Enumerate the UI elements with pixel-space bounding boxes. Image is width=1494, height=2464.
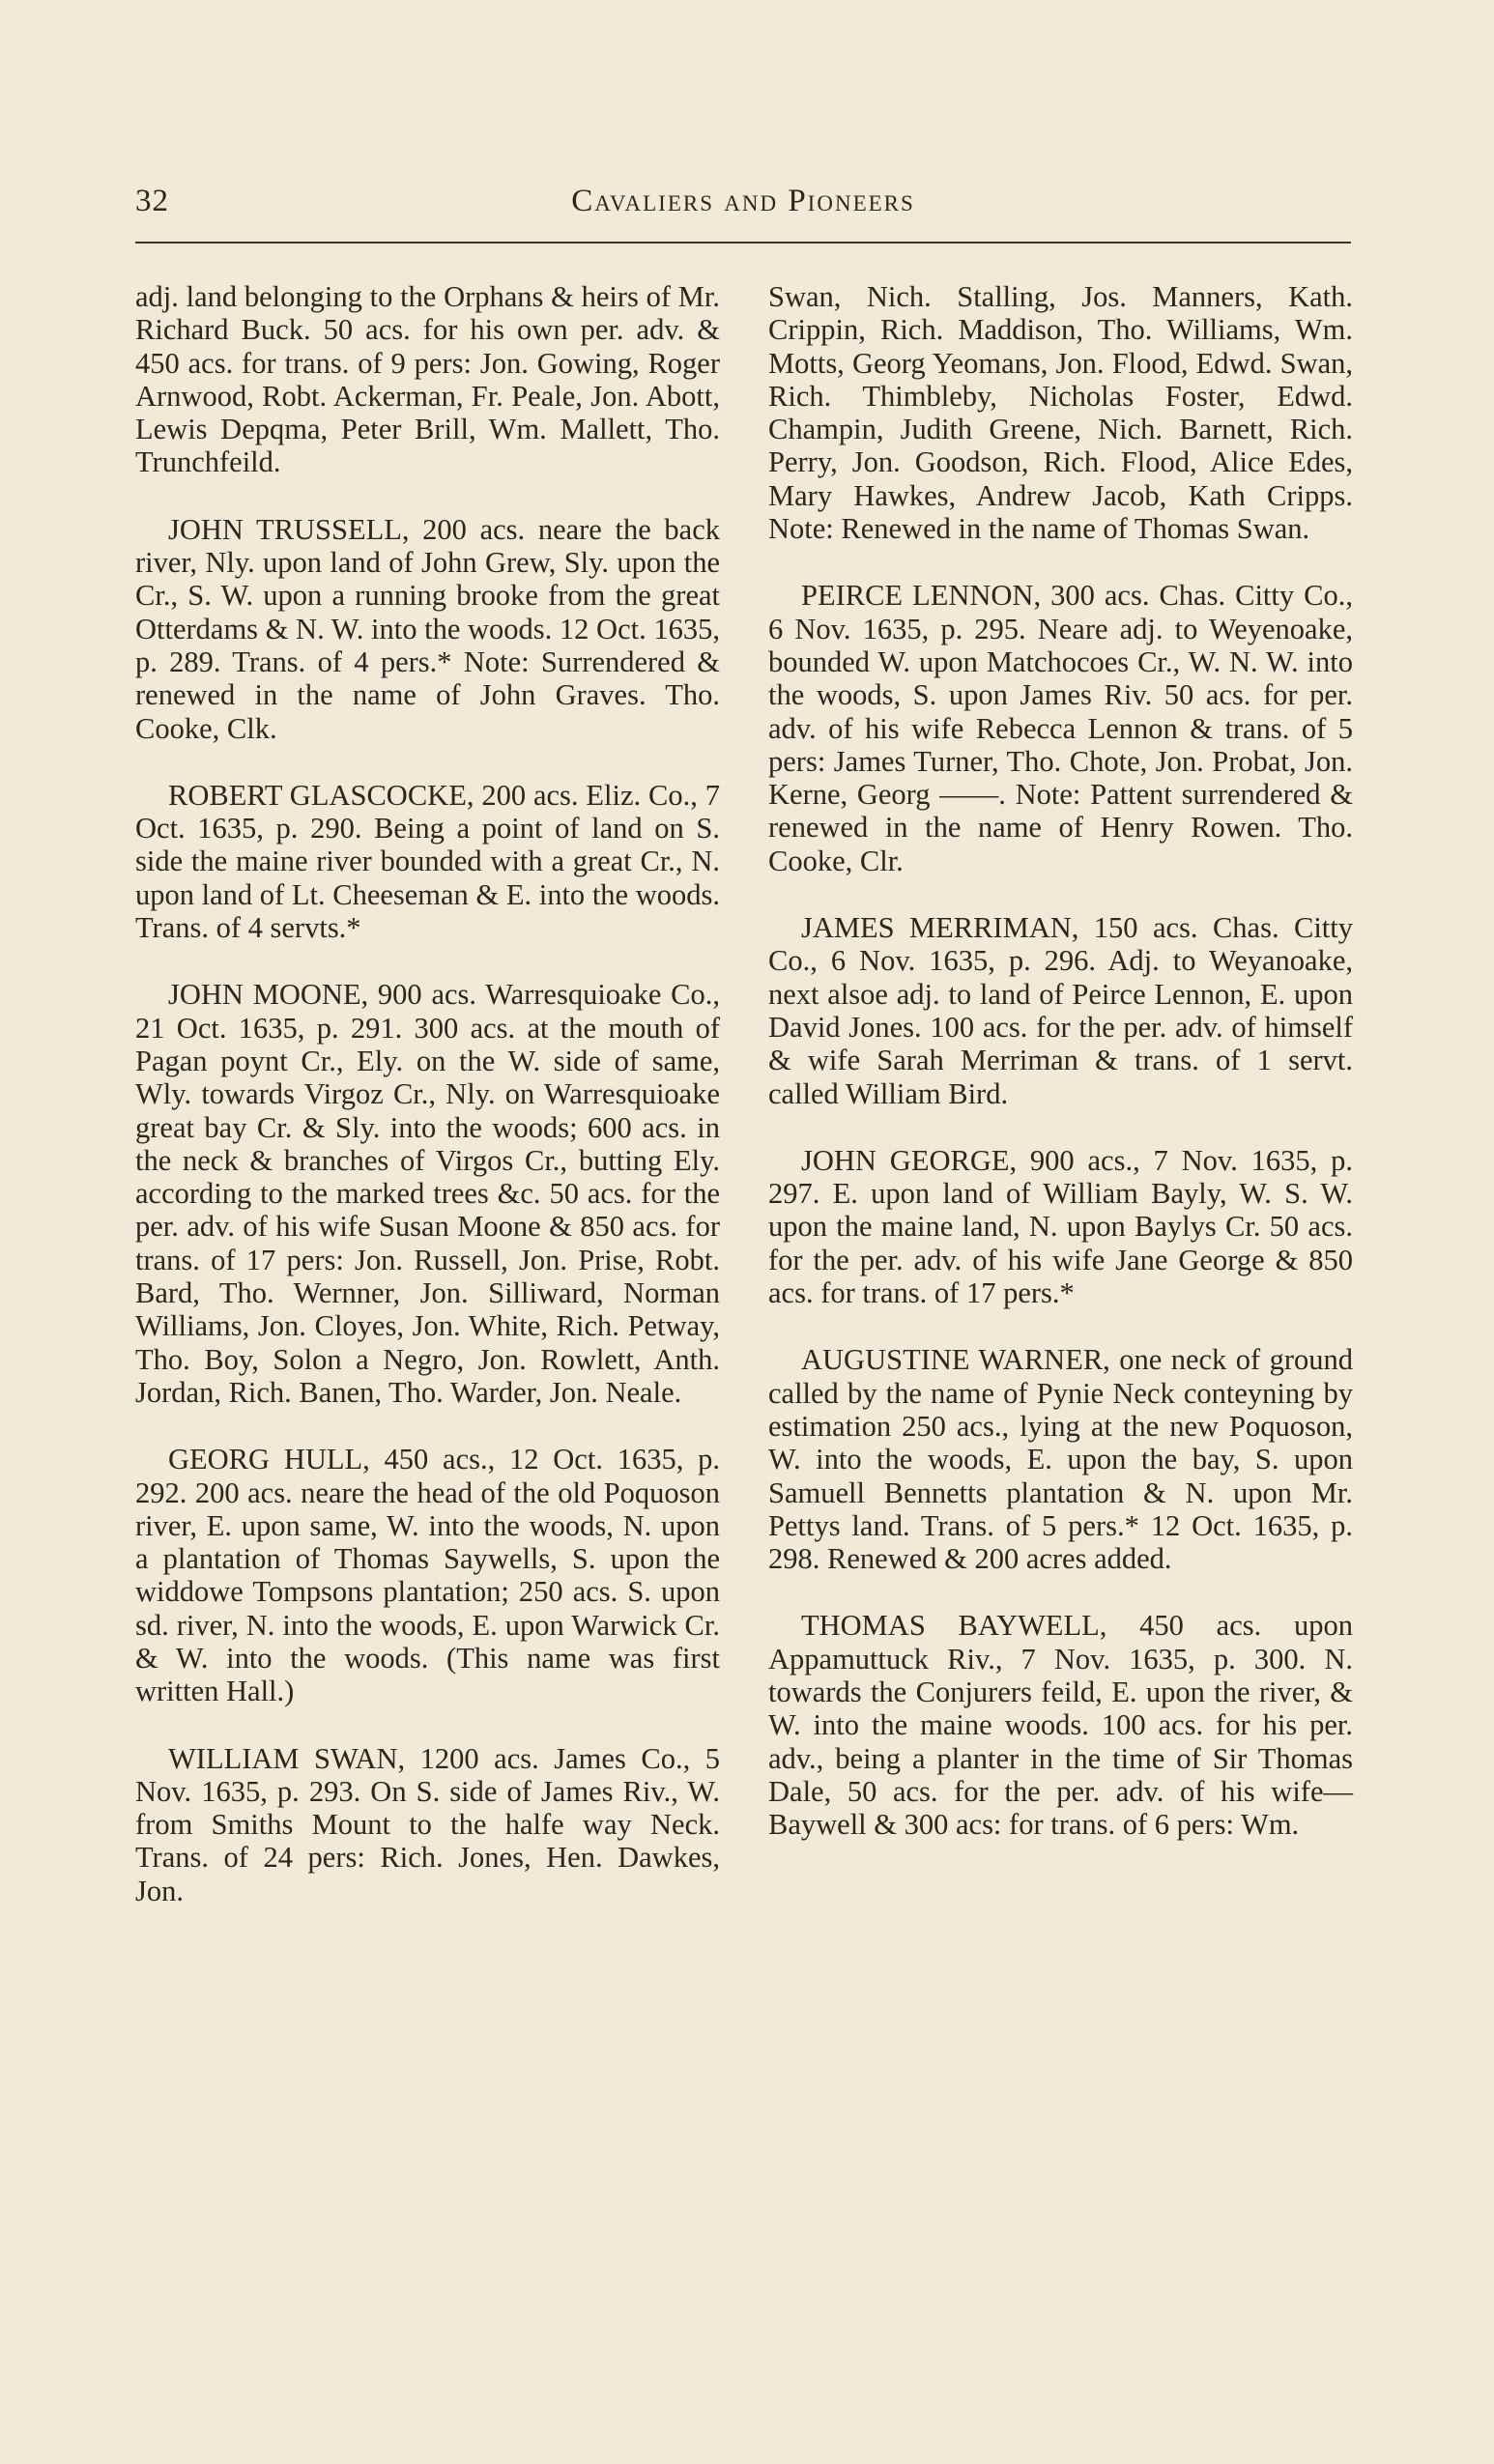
left-column bbox=[135, 280, 720, 1941]
entry-john-trussell: JOHN TRUSSELL, 200 acs. neare the back river, Nly. upon land of John Grew, Sly. upon the Cr., S. W. upon a running brooke from the great Otterdams & N. W. into the woods. 12 Oct. 1635, p. 289. Trans. of 4 pers.* Note: Surrendered & renewed in the name of John Graves. Tho. Cooke, Clk. bbox=[135, 512, 720, 745]
entry-continued: adj. land belonging to the Orphans & heirs of Mr. Richard Buck. 50 acs. for his own per. adv. & 450 acs. for trans. of 9 pers: Jon. Gowing, Roger Arnwood, Robt. Ackerman, Fr. Peale, Jon. Abott, Lewis Depqma, Peter Brill, Wm. Mallett, Tho. Trunchfeild. bbox=[135, 280, 720, 479]
entry-robert-glascocke: ROBERT GLASCOCKE, 200 acs. Eliz. Co., 7 Oct. 1635, p. 290. Being a point of land on S. side the maine river bounded with a great Cr., N. upon land of Lt. Cheeseman & E. into the woods. Trans. of 4 servts.* bbox=[135, 778, 720, 945]
entry-john-george: JOHN GEORGE, 900 acs., 7 Nov. 1635, p. 297. E. upon land of William Bayly, W. S. W. upon the maine land, N. upon Baylys Cr. 50 acs. for the per. adv. of his wife Jane George & 850 acs. for trans. of 17 pers.* bbox=[768, 1143, 1353, 1310]
entry-thomas-baywell: THOMAS BAYWELL, 450 acs. upon Appamuttuck Riv., 7 Nov. 1635, p. 300. N. towards the Conjurers feild, E. upon the river, & W. into the maine woods. 100 acs. for his per. adv., being a planter in the time of Sir Thomas Dale, 50 acs. for the per. adv. of his wife—Baywell & 300 acs: for trans. of 6 pers: Wm. bbox=[768, 1609, 1353, 1842]
page-number: 32 bbox=[135, 184, 169, 218]
entry-william-swan: WILLIAM SWAN, 1200 acs. James Co., 5 Nov. 1635, p. 293. On S. side of James Riv., W. from Smiths Mount to the halfe way Neck. Trans. of 24 pers: Rich. Jones, Hen. Dawkes, Jon. bbox=[135, 1741, 720, 1907]
right-column bbox=[768, 280, 1353, 1875]
entry-georg-hull: GEORG HULL, 450 acs., 12 Oct. 1635, p. 292. 200 acs. neare the head of the old Poquoson river, E. upon same, W. into the woods, N. upon a plantation of Thomas Saywells, S. upon the widdowe Tompsons plantation; 250 acs. S. upon sd. river, N. into the woods, E. upon Warwick Cr. & W. into the woods. (This name was first written Hall.) bbox=[135, 1443, 720, 1708]
entry-augustine-warner: AUGUSTINE WARNER, one neck of ground called by the name of Pynie Neck conteyning by estimation 250 acs., lying at the new Poquoson, W. into the woods, E. upon the bay, S. upon Samuell Bennetts plantation & N. upon Mr. Pettys land. Trans. of 5 pers.* 12 Oct. 1635, p. 298. Renewed & 200 acres added. bbox=[768, 1343, 1353, 1576]
entry-william-swan-continued: Swan, Nich. Stalling, Jos. Manners, Kath. Crippin, Rich. Maddison, Tho. Williams, Wm. Motts, Georg Yeomans, Jon. Flood, Edwd. Swan, Rich. Thimbleby, Nicholas Foster, Edwd. Champin, Judith Greene, Nich. Barnett, Rich. Perry, Jon. Goodson, Rich. Flood, Alice Edes, Mary Hawkes, Andrew Jacob, Kath Cripps. Note: Renewed in the name of Thomas Swan. bbox=[768, 280, 1353, 546]
page-header bbox=[135, 184, 1351, 232]
entry-james-merriman: JAMES MERRIMAN, 150 acs. Chas. Citty Co., 6 Nov. 1635, p. 296. Adj. to Weyanoake, next alsoe adj. to land of Peirce Lennon, E. upon David Jones. 100 acs. for the per. adv. of himself & wife Sarah Merriman & trans. of 1 servt. called William Bird. bbox=[768, 911, 1353, 1110]
running-title: Cavaliers and Pioneers bbox=[571, 184, 915, 218]
entry-john-moone: JOHN MOONE, 900 acs. Warresquioake Co., 21 Oct. 1635, p. 291. 300 acs. at the mouth of Pagan poynt Cr., Ely. on the W. side of same, Wly. towards Virgoz Cr., Nly. on Warresquioake great bay Cr. & Sly. into the woods; 600 acs. in the neck & branches of Virgos Cr., butting Ely. according to the marked trees &c. 50 acs. for the per. adv. of his wife Susan Moone & 850 acs. for trans. of 17 pers: Jon. Russell, Jon. Prise, Robt. Bard, Tho. Wernner, Jon. Silliward, Norman Williams, Jon. Cloyes, Jon. White, Rich. Petway, Tho. Boy, Solon a Negro, Jon. Rowlett, Anth. Jordan, Rich. Banen, Tho. Warder, Jon. Neale. bbox=[135, 978, 720, 1409]
header-rule bbox=[135, 242, 1351, 244]
entry-peirce-lennon: PEIRCE LENNON, 300 acs. Chas. Citty Co., 6 Nov. 1635, p. 295. Neare adj. to Weyenoake, bounded W. upon Matchocoes Cr., W. N. W. into the woods, S. upon James Riv. 50 acs. for per. adv. of his wife Rebecca Lennon & trans. of 5 pers: James Turner, Tho. Chote, Jon. Probat, Jon. Kerne, Georg ——. Note: Pattent surrendered & renewed in the name of Henry Rowen. Tho. Cooke, Clr. bbox=[768, 579, 1353, 877]
